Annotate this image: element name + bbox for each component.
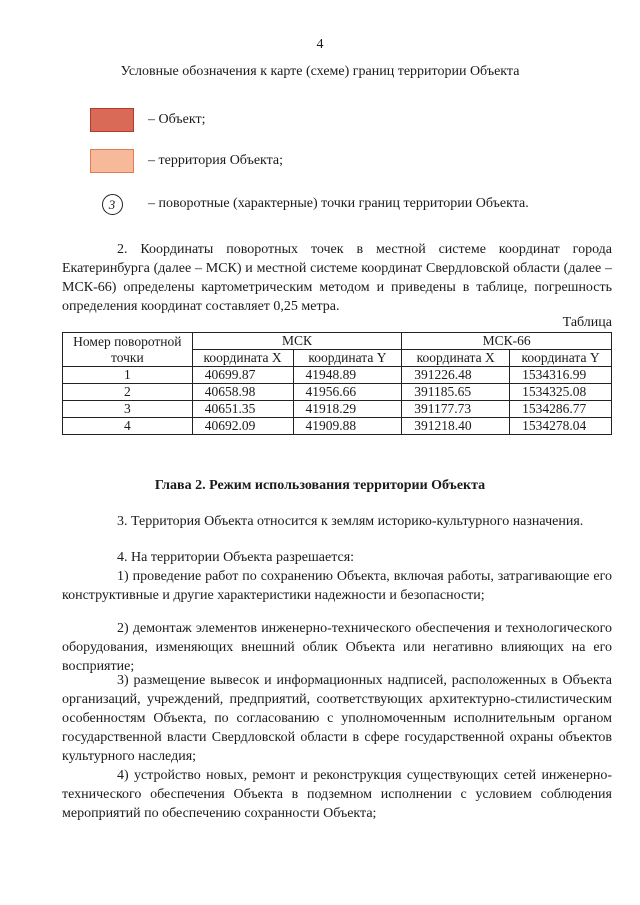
paragraph-4: 4. На территории Объекта разрешается: (117, 550, 355, 565)
table-caption: Таблица (562, 315, 612, 330)
msk66-x: 391226.48 (402, 367, 510, 384)
msk66-y: 1534316.99 (510, 367, 612, 384)
header-msk-x: координата X (192, 350, 293, 367)
msk-x: 40658.98 (192, 384, 293, 401)
clause-3: 3) размещение вывесок и информационных надписей, расположенных в Объекта организаций, учреждений, предприятий, соответствующих архитектурно-стилистическим особенностям Объекта, по согласованию с уполномоченным исполнительным органом государственной власти Свердловской области в сфере государственной охраны объектов культурного наследия; (62, 673, 612, 764)
table-row (63, 384, 612, 401)
msk66-y: 1534278.04 (510, 418, 612, 435)
point-number: 3 (63, 401, 193, 418)
clause-2: 2) демонтаж элементов инженерно-технического обеспечения и технологического оборудования, изменяющих внешний облик Объекта или негативно влияющих на его восприятие; (62, 621, 612, 674)
paragraph-2: 2. Координаты поворотных точек в местной системе координат города Екатеринбурга (далее – МСК) и местной системе координат Свердловской области (далее – МСК-66) определены картометрическим методом и приведены в таблице, погрешность определения координат составляет 0,25 метра. (62, 242, 612, 314)
msk-y: 41956.66 (293, 384, 402, 401)
msk-x: 40699.87 (192, 367, 293, 384)
msk66-x: 391177.73 (402, 401, 510, 418)
legend-item-object (90, 107, 205, 133)
point-number: 2 (63, 384, 193, 401)
clause-4: 4) устройство новых, ремонт и реконструкция существующих сетей инженерно-технического обеспечения Объекта в подземном исполнении с условием соблюдения мероприятий по обеспечению сохранности Объекта; (62, 768, 612, 821)
legend-item-territory (90, 148, 283, 174)
msk66-y: 1534286.77 (510, 401, 612, 418)
header-msk66-x: координата X (402, 350, 510, 367)
header-msk: МСК (192, 333, 402, 350)
legend-label: – поворотные (характерные) точки границ территории Объекта. (148, 196, 529, 211)
marker-number: 3 (102, 194, 123, 215)
point-number: 4 (63, 418, 193, 435)
point-number: 1 (63, 367, 193, 384)
header-msk-y: координата Y (293, 350, 402, 367)
msk66-y: 1534325.08 (510, 384, 612, 401)
page-number: 4 (316, 37, 324, 52)
msk-x: 40651.35 (192, 401, 293, 418)
msk-y: 41909.88 (293, 418, 402, 435)
msk66-x: 391185.65 (402, 384, 510, 401)
msk-x: 40692.09 (192, 418, 293, 435)
turning-point-marker-icon (90, 192, 134, 216)
header-msk66: МСК-66 (402, 333, 612, 350)
territory-swatch-icon (90, 149, 134, 173)
coordinates-table (62, 332, 612, 435)
legend-item-points (90, 191, 529, 217)
msk-y: 41948.89 (293, 367, 402, 384)
table-row (63, 367, 612, 384)
paragraph-3: 3. Территория Объекта относится к землям историко-культурного назначения. (117, 514, 584, 529)
clause-1: 1) проведение работ по сохранению Объекта, включая работы, затрагивающие его конструктивные и другие характеристики надежности и безопасности; (62, 569, 612, 603)
chapter-title: Глава 2. Режим использования территории Объекта (154, 478, 486, 493)
header-msk66-y: координата Y (510, 350, 612, 367)
legend-title: Условные обозначения к карте (схеме) границ территории Объекта (120, 64, 520, 79)
legend-label: – Объект; (148, 112, 206, 127)
msk-y: 41918.29 (293, 401, 402, 418)
table-row (63, 418, 612, 435)
header-point-number: Номер поворотной точки (63, 333, 193, 367)
msk66-x: 391218.40 (402, 418, 510, 435)
object-swatch-icon (90, 108, 134, 132)
table-row (63, 401, 612, 418)
legend-label: – территория Объекта; (148, 153, 284, 168)
